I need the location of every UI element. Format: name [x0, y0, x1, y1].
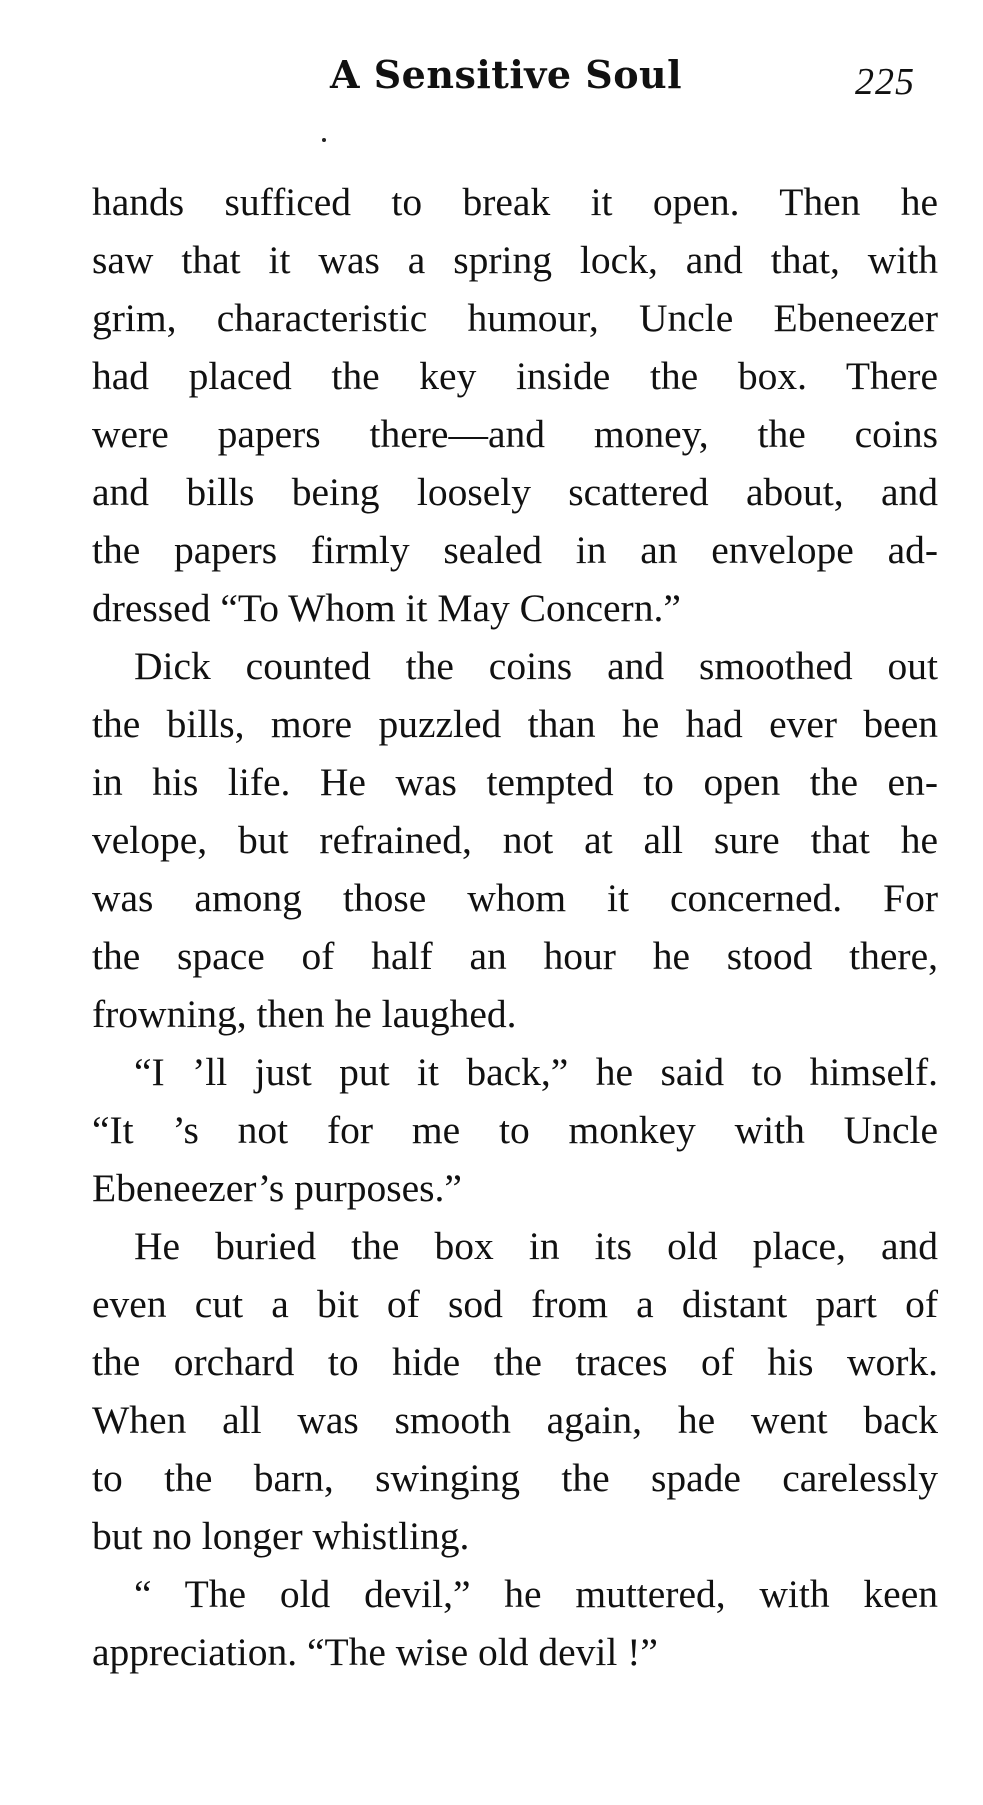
text-line: “ The old devil,” he muttered, with keen	[134, 1572, 938, 1616]
text-line: even cut a bit of sod from a distant part of	[92, 1282, 938, 1326]
text-line: Ebeneezer’s purposes.”	[92, 1166, 462, 1210]
text-line: the papers firmly sealed in an envelope ad-	[92, 528, 938, 572]
print-speck	[322, 138, 326, 142]
text-line: the space of half an hour he stood there,	[92, 934, 938, 978]
text-line: dressed “To Whom it May Concern.”	[92, 586, 681, 630]
paragraph	[92, 1565, 938, 1681]
text-line: the orchard to hide the traces of his work.	[92, 1340, 938, 1384]
text-line: appreciation. “The wise old devil !”	[92, 1630, 658, 1674]
text-line: Dick counted the coins and smoothed out	[134, 644, 938, 688]
page-number: 225	[855, 61, 915, 103]
text-line: the bills, more puzzled than he had ever been	[92, 702, 938, 746]
text-line: had placed the key inside the box. There	[92, 354, 938, 398]
text-line: in his life. He was tempted to open the en-	[92, 760, 938, 804]
paragraph	[92, 1043, 938, 1217]
text-line: but no longer whistling.	[92, 1514, 470, 1558]
text-line: and bills being loosely scattered about, and	[92, 470, 938, 514]
running-title: A Sensitive Soul	[330, 52, 683, 97]
text-line: “It ’s not for me to monkey with Uncle	[92, 1108, 938, 1152]
text-line: velope, but refrained, not at all sure that he	[92, 818, 938, 862]
text-line: frowning, then he laughed.	[92, 992, 517, 1036]
text-line: When all was smooth again, he went back	[92, 1398, 938, 1442]
text-line: “I ’ll just put it back,” he said to himself.	[134, 1050, 938, 1094]
text-line: grim, characteristic humour, Uncle Ebeneezer	[92, 296, 938, 340]
text-line: were papers there—and money, the coins	[92, 412, 938, 456]
running-head	[0, 48, 983, 108]
text-line: was among those whom it concerned. For	[92, 876, 938, 920]
body-text	[92, 173, 938, 1681]
paragraph	[92, 637, 938, 1043]
paragraph	[92, 173, 938, 637]
text-line: to the barn, swinging the spade carelessly	[92, 1456, 938, 1500]
paragraph	[92, 1217, 938, 1565]
text-line: He buried the box in its old place, and	[134, 1224, 938, 1268]
text-line: hands sufficed to break it open. Then he	[92, 180, 938, 224]
text-line: saw that it was a spring lock, and that, with	[92, 238, 938, 282]
